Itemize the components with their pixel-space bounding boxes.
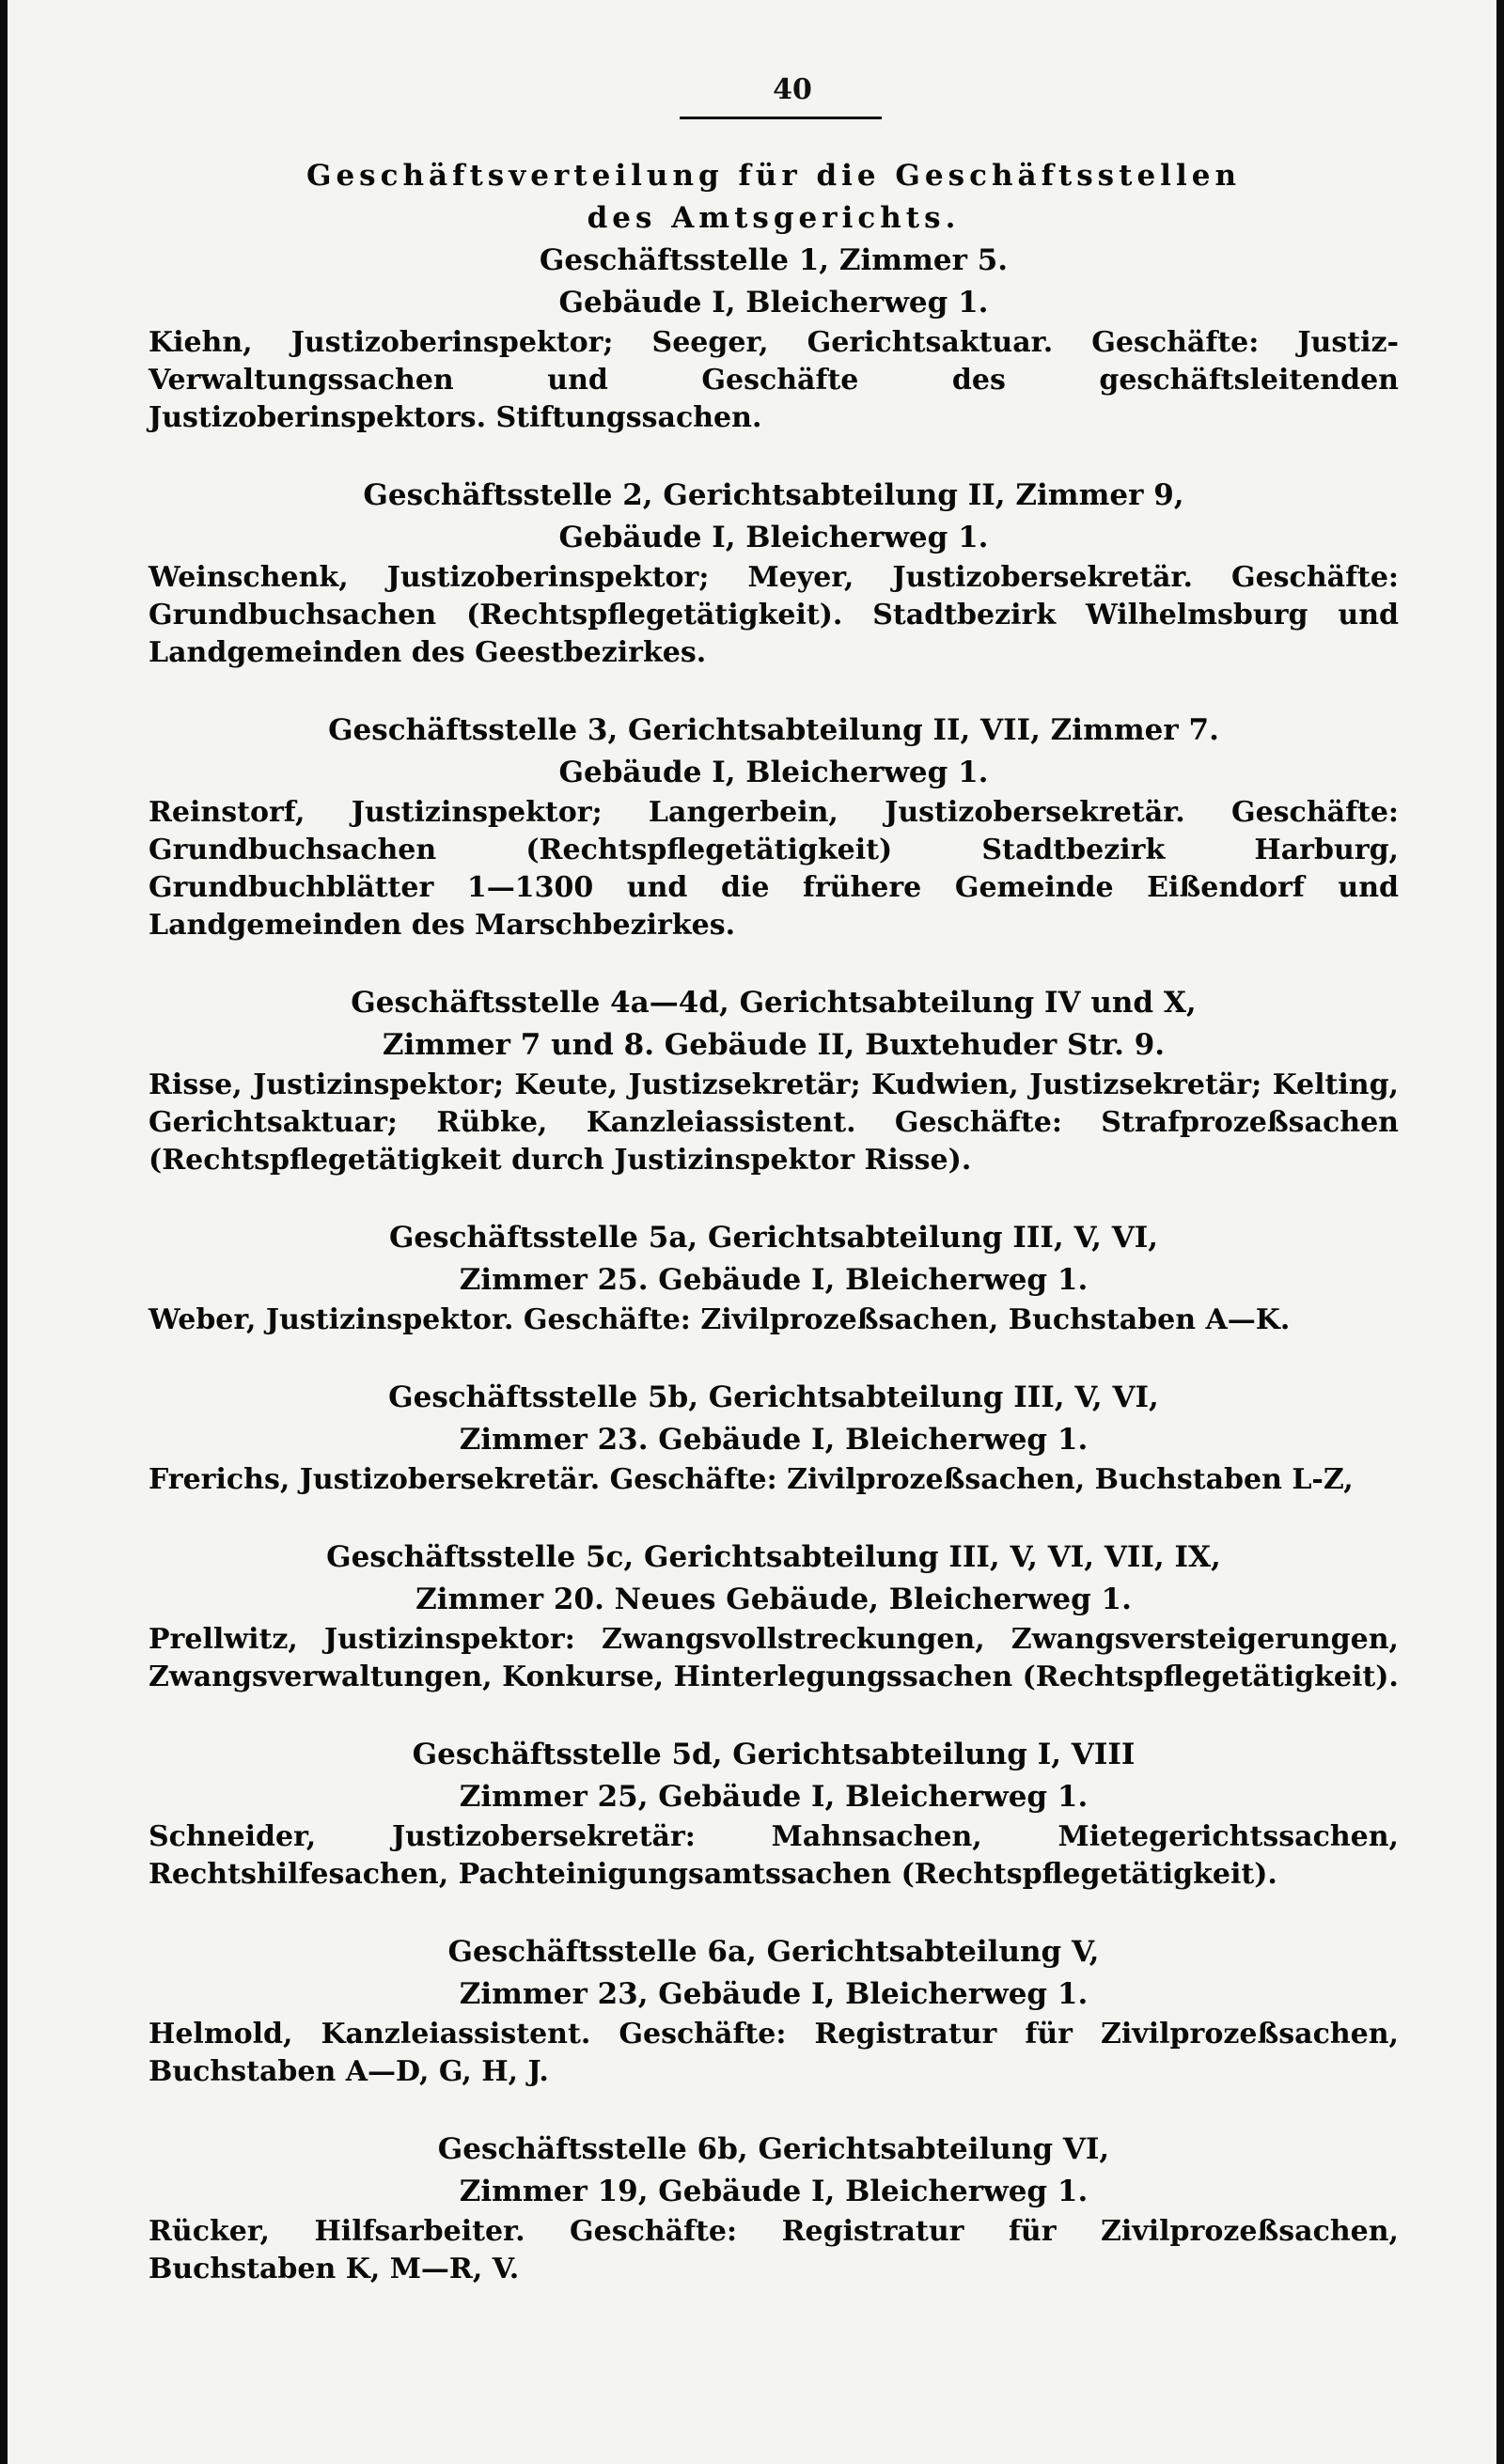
- section-body: Prellwitz, Justizinspektor: Zwangsvollstreckungen, Zwangsversteigerungen, Zwangsverwaltungen, Konkurse, Hinterlegungssachen (Rechtspflegetätigkeit).: [149, 1623, 1399, 1693]
- section-6: [149, 1377, 1399, 1499]
- section-location: Zimmer 23, Gebäude I, Bleicherweg 1.: [459, 1977, 1089, 2011]
- section-location: Zimmer 25, Gebäude I, Bleicherweg 1.: [459, 1780, 1089, 1814]
- section-body: Risse, Justizinspektor; Keute, Justizsekretär; Kudwien, Justizsekretär; Kelting, Gerichtsaktuar; Rübke, Kanzleiassistent. Geschäfte: Strafprozeßsachen (Rechtspflegetätigkeit durch Justizinspektor Risse).: [149, 1068, 1399, 1177]
- section-body: Reinstorf, Justizinspektor; Langerbein, Justizobersekretär. Geschäfte: Grundbuchsachen (Rechtspflegetätigkeit) Stadtbezirk Harburg, Grundbuchblätter 1—1300 und die frühere Gemeinde Eißendorf und Landgemeinden des Marschbezirkes.: [149, 796, 1399, 942]
- section-heading: Geschäftsstelle 6b, Gerichtsabteilung VI,: [437, 2132, 1110, 2166]
- section-location: Zimmer 19, Gebäude I, Bleicherweg 1.: [459, 2175, 1089, 2208]
- section-body: Kiehn, Justizoberinspektor; Seeger, Gerichtsaktuar. Geschäfte: Justiz-Verwaltungssachen und Geschäfte des geschäftsleitenden Justizoberinspektors. Stiftungssachen.: [149, 326, 1399, 434]
- document-title-line2: des Amtsgerichts.: [587, 201, 961, 235]
- section-10: [149, 2129, 1399, 2288]
- section-heading: Geschäftsstelle 5a, Gerichtsabteilung III, V, VI,: [388, 1221, 1159, 1255]
- section-location: Zimmer 7 und 8. Gebäude II, Buxtehuder Str. 9.: [382, 1028, 1166, 1062]
- section-heading: Geschäftsstelle 5b, Gerichtsabteilung III, V, VI,: [388, 1380, 1159, 1414]
- page-number: 40: [773, 73, 812, 106]
- section-1: [149, 240, 1399, 437]
- section-7: [149, 1536, 1399, 1696]
- section-heading: Geschäftsstelle 5c, Gerichtsabteilung III, V, VI, VII, IX,: [326, 1540, 1221, 1574]
- section-5: [149, 1217, 1399, 1339]
- section-heading: Geschäftsstelle 5d, Gerichtsabteilung I, VIII: [412, 1738, 1136, 1771]
- section-body: Helmold, Kanzleiassistent. Geschäfte: Registratur für Zivilprozeßsachen, Buchstaben A—D, G, H, J.: [149, 2018, 1399, 2088]
- section-heading: Geschäftsstelle 3, Gerichtsabteilung II, VII, Zimmer 7.: [328, 713, 1219, 747]
- section-location: Gebäude I, Bleicherweg 1.: [558, 286, 989, 320]
- section-heading: Geschäftsstelle 4a—4d, Gerichtsabteilung IV und X,: [351, 986, 1197, 1020]
- document-title: Geschäftsverteilung für die Geschäftsstellen: [306, 159, 1241, 193]
- section-body: Schneider, Justizobersekretär: Mahnsachen, Mietegerichtssachen, Rechtshilfesachen, Pachteinigungsamtssachen (Rechtspflegetätigkeit).: [149, 1820, 1399, 1891]
- section-body: Weinschenk, Justizoberinspektor; Meyer, Justizobersekretär. Geschäfte: Grundbuchsachen (Rechtspflegetätigkeit). Stadtbezirk Wilhelmsburg und Landgemeinden des Geestbezirkes.: [149, 561, 1399, 669]
- section-9: [149, 1931, 1399, 2091]
- section-heading: Geschäftsstelle 2, Gerichtsabteilung II, Zimmer 9,: [363, 478, 1184, 512]
- section-location: Zimmer 25. Gebäude I, Bleicherweg 1.: [459, 1263, 1089, 1297]
- section-heading: Geschäftsstelle 1, Zimmer 5.: [539, 243, 1009, 277]
- document-page: [8, 0, 1496, 2464]
- section-heading: Geschäftsstelle 6a, Gerichtsabteilung V,: [447, 1935, 1100, 1969]
- section-location: Gebäude I, Bleicherweg 1.: [558, 521, 989, 554]
- section-body: Rücker, Hilfsarbeiter. Geschäfte: Registratur für Zivilprozeßsachen, Buchstaben K, M—R, V.: [149, 2215, 1399, 2285]
- section-body: Frerichs, Justizobersekretär. Geschäfte: Zivilprozeßsachen, Buchstaben L-Z,: [149, 1463, 1354, 1496]
- section-location: Zimmer 23. Gebäude I, Bleicherweg 1.: [459, 1423, 1089, 1457]
- document-content: [149, 155, 1399, 2288]
- section-location: Zimmer 20. Neues Gebäude, Bleicherweg 1.: [415, 1583, 1132, 1616]
- section-2: [149, 475, 1399, 672]
- section-4: [149, 982, 1399, 1179]
- page-number-rule: [680, 117, 882, 119]
- section-location: Gebäude I, Bleicherweg 1.: [558, 756, 989, 789]
- section-3: [149, 710, 1399, 944]
- section-body: Weber, Justizinspektor. Geschäfte: Zivilprozeßsachen, Buchstaben A—K.: [149, 1303, 1291, 1336]
- section-8: [149, 1734, 1399, 1894]
